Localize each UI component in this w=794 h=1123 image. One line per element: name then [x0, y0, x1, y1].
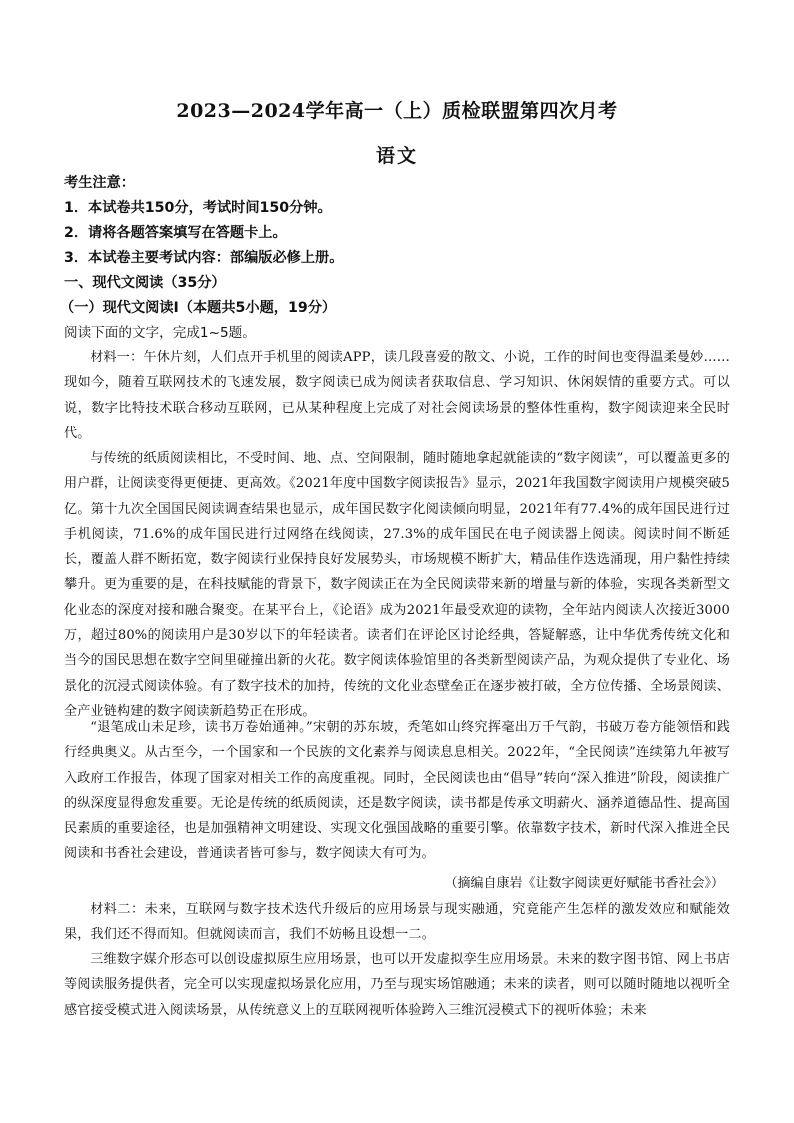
passage-paragraph-3: “退笔成山未足珍，读书万卷始通神。”宋朝的苏东坡，秃笔如山终究挥毫出万千气韵，书破万卷方能领悟和践行经典奥义。从古至今，一个国家和一个民族的文化素养与阅读息息相关。2022年，“全民阅读”连续第九年被写入政府工作报告，体现了国家对相关工作的高度重视。同时，全民阅读也由“倡导”转向“深入推进”阶段，阅读推广的纵深度显得愈发重要。无论是传统的纸质阅读，还是数字阅读，读书都是传承文明薪火、涵养道德品性、提高国民素质的重要途径，也是加强精神文明建设、实现文化强国战略的重要引擎。依靠数字技术，新时代深入推进全民阅读和书香社会建设，普通读者皆可参与，数字阅读大有可为。 — [64, 720, 730, 862]
material2-paragraph-2: 三维数字媒介形态可以创设虚拟原生应用场景，也可以开发虚拟孪生应用场景。未来的数字图书馆、网上书店等阅读服务提供者，完全可以实现虚拟场景化应用，乃至与现实场馆融通；未来的读者，则可以随时随地以视听全感官接受模式进入阅读场景，从传统意义上的互联网视听体验跨入三维沉浸模式下的视听体验；未来 — [64, 952, 730, 1018]
exam-title: 2023—2024学年高一（上）质检联盟第四次月考 — [176, 100, 618, 122]
notice-heading: 考生注意： — [64, 175, 135, 191]
passage-paragraph-2: 与传统的纸质阅读相比，不受时间、地、点、空间限制，随时随地拿起就能读的“数字阅读”，可以覆盖更多的用户群，让阅读变得更便捷、更高效。《2021年度中国数字阅读报告》显示，2021年我国数字阅读用户规模突破5亿。第十九次全国国民阅读调查结果也显示，成年国民数字化阅读倾向明显，2021年有77.4%的成年国民进行过手机阅读，71.6%的成年国民进行过网络在线阅读，27.3%的成年国民在电子阅读器上阅读。阅读时间不断延长，覆盖人群不断拓宽，数字阅读行业保持良好发展势头，市场规模不断扩大，精品佳作迭选涌现，用户黏性持续攀升。更为重要的是，在科技赋能的背景下，数字阅读正在为全民阅读带来新的增量与新的体验，实现各类新型文化业态的深度对接和融合聚变。在某平台上，《论语》成为2021年最受欢迎的读物，全年站内阅读人次接近3000万，超过80%的阅读用户是30岁以下的年轻读者。读者们在评论区讨论经典，答疑解惑，让中华优秀传统文化和当今的国民思想在数字空间里碰撞出新的火花。数字阅读体验馆里的各类新型阅读产品，为观众提供了专业化、场景化的沉浸式阅读体验。有了数字技术的加持，传统的文化业态壁垒正在逐步被打破，全方位传播、全场景阅读、全产业链构建的数字阅读新趋势正在形成。 — [64, 451, 730, 719]
notice-item-2: 2．请将各题答案填写在答题卡上。 — [64, 225, 287, 241]
subsection-heading: （一）现代文阅读Ⅰ（本题共5小题，19分） — [60, 300, 337, 316]
passage-source: （摘编自康岩《让数字阅读更好赋能书香社会》） — [444, 876, 724, 891]
notice-item-3: 3．本试卷主要考试内容：部编版必修上册。 — [64, 250, 344, 266]
material2-paragraph-1: 材料二：未来，互联网与数字技术迭代升级后的应用场景与现实融通，究竟能产生怎样的激发效应和赋能效果，我们还不得而知。但就阅读而言，我们不妨畅且设想一二。 — [64, 902, 730, 943]
reading-instruction: 阅读下面的文字，完成1~5题。 — [64, 325, 256, 341]
notice-item-1: 1．本试卷共150分，考试时间150分钟。 — [64, 200, 332, 216]
subject-title: 语文 — [375, 145, 418, 167]
section-heading: 一、现代文阅读（35分） — [64, 275, 226, 291]
passage-paragraph-1: 材料一：午休片刻，人们点开手机里的阅读APP，读几段喜爱的散文、小说，工作的时间也变得温柔曼妙……现如今，随着互联网技术的飞速发展，数字阅读已成为阅读者获取信息、学习知识、休闲娱情的重要方式。可以说，数字比特技术联合移动互联网，已从某种程度上完成了对社会阅读场景的整体性重构，数字阅读迎来全民时代。 — [64, 350, 730, 441]
